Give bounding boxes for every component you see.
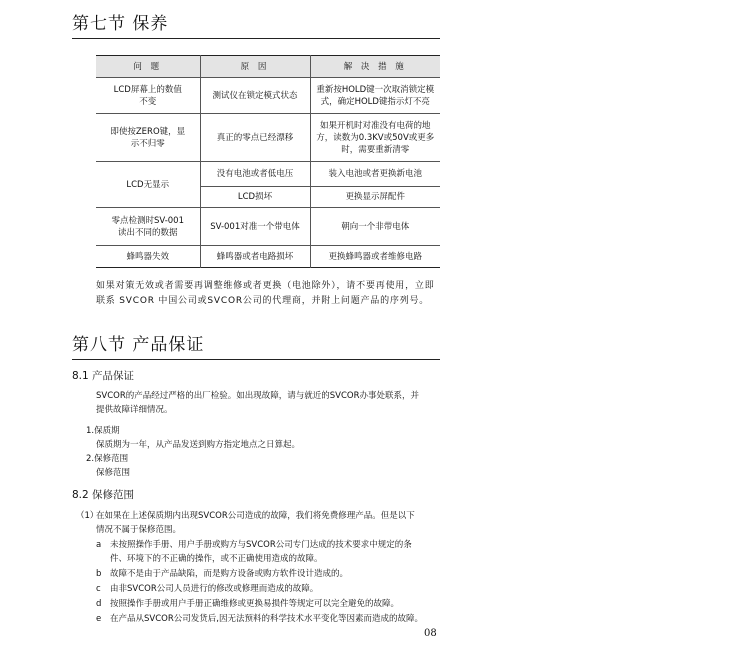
- exclusion-text: 故障不是由于产品缺陷，而是购方设备或购方软件设计造成的。: [110, 569, 349, 579]
- exclusion-marker: d: [96, 599, 102, 609]
- header-cause: 原 因: [200, 56, 310, 78]
- exclusion-text: 由非SVCOR公司人员进行的修改或修理而造成的故障。: [110, 584, 319, 594]
- cell-cause: 测试仪在锁定模式状态: [200, 78, 310, 114]
- cell-solution: 朝向一个非带电体: [310, 208, 440, 246]
- warranty-scope-text: 保修范围: [96, 468, 131, 478]
- exclusion-text: 按照操作手册或用户手册正确维修或更换易损件等规定可以完全避免的故障。: [110, 599, 400, 609]
- section-8-title: 第八节 产品保证: [72, 335, 205, 355]
- maintenance-note: 如果对策无效或者需要再调整维修或者更换（电池除外），请不要再使用，立即联系 SVCOR 中国公司或SVCOR公司的代理商，并附上问题产品的序列号。: [96, 281, 435, 306]
- scope-item-marker: （1）: [76, 511, 99, 521]
- cell-solution: 如果开机时对准没有电荷的地 方，读数为0.3KV或50V或更多 时，需要重新清零: [310, 114, 440, 162]
- cell-cause: 真正的零点已经漂移: [200, 114, 310, 162]
- exclusion-text: 未按照操作手册、用户手册或购方与SVCOR公司专门达成的技术要求中规定的条: [110, 540, 412, 550]
- table-row: [96, 208, 440, 246]
- troubleshooting-table: [96, 55, 440, 268]
- warranty-period-label: 1.保质期: [86, 426, 120, 436]
- table-header-row: [96, 56, 440, 78]
- scope-item-line2: 情况不属于保修范围。: [96, 525, 182, 535]
- cell-problem: 零点检测时SV-001 读出不同的数据: [96, 208, 200, 246]
- subsection-8-2-title: 8.2 保修范围: [72, 489, 135, 501]
- header-problem: 问 题: [96, 56, 200, 78]
- cell-solution: 更换蜂鸣器或者维修电路: [310, 246, 440, 268]
- warranty-period-text: 保质期为一年，从产品发送到购方指定地点之日算起。: [96, 440, 301, 450]
- exclusion-text: 件、环境下的不正确的操作，或不正确使用造成的故障。: [110, 554, 323, 564]
- cell-problem: LCD屏幕上的数值 不变: [96, 78, 200, 114]
- exclusion-marker: c: [96, 584, 101, 594]
- cell-solution: 装入电池或者更换新电池: [310, 162, 440, 187]
- exclusion-text: 在产品从SVCOR公司发货后,因无法预料的科学技术水平变化等因素而造成的故障。: [110, 614, 423, 624]
- warranty-para-line1: SVCOR的产品经过严格的出厂检验。如出现故障，请与就近的SVCOR办事处联系，并: [96, 391, 419, 401]
- header-solution: 解 决 措 施: [310, 56, 440, 78]
- cell-cause: SV-001对准一个带电体: [200, 208, 310, 246]
- section-8-rule: [72, 359, 440, 360]
- cell-problem: 蜂鸣器失效: [96, 246, 200, 268]
- cell-problem: 即使按ZERO键，显 示不归零: [96, 114, 200, 162]
- scope-item-line1: 在如果在上述保质期内出现SVCOR公司造成的故障，我们将免费修理产品。但是以下: [96, 511, 415, 521]
- exclusion-marker: b: [96, 569, 102, 579]
- table-row: [96, 114, 440, 162]
- cell-cause: LCD损坏: [200, 187, 310, 208]
- table-row: [96, 78, 440, 114]
- cell-cause: 没有电池或者低电压: [200, 162, 310, 187]
- table-row: [96, 162, 440, 187]
- exclusion-marker: e: [96, 614, 102, 624]
- cell-cause: 蜂鸣器或者电路损坏: [200, 246, 310, 268]
- cell-problem: LCD无显示: [96, 162, 200, 208]
- warranty-para-line2: 提供故障详细情况。: [96, 405, 173, 415]
- section-7-rule: [72, 38, 440, 39]
- warranty-scope-label: 2.保修范围: [86, 454, 129, 464]
- section-7-title: 第七节 保养: [72, 14, 169, 34]
- subsection-8-1-title: 8.1 产品保证: [72, 370, 135, 382]
- cell-solution: 更换显示屏配件: [310, 187, 440, 208]
- cell-solution: 重新按HOLD键一次取消锁定模 式，确定HOLD键指示灯不亮: [310, 78, 440, 114]
- table-row: [96, 246, 440, 268]
- page-number: 08: [424, 628, 437, 639]
- exclusion-marker: a: [96, 540, 102, 550]
